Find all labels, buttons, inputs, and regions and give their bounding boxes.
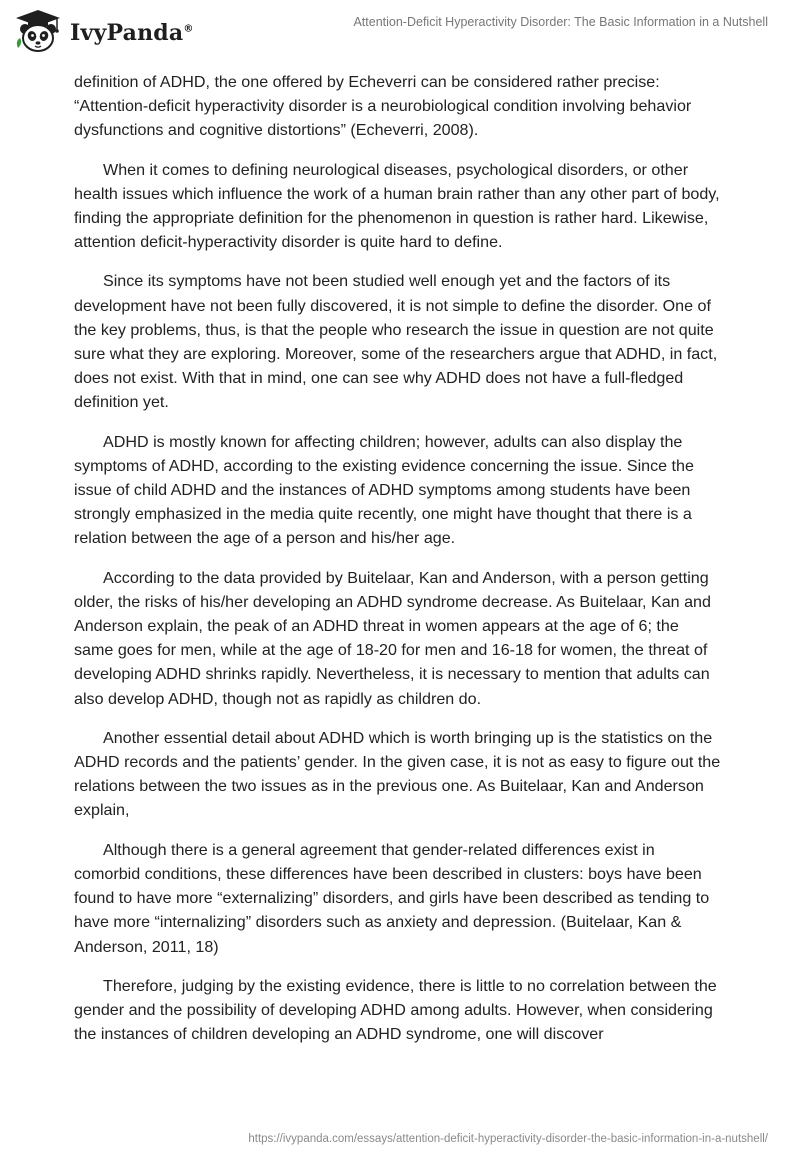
paragraph: Therefore, judging by the existing evidence, there is little to no correlation between the gender and the possibility of developing ADHD among adults. However, when considering the instances of children developing an ADHD syndrome, one will discover (74, 976, 717, 1044)
registered-mark: ® (183, 23, 194, 35)
panda-graduate-icon (12, 8, 64, 54)
paragraph: ADHD is mostly known for affecting children; however, adults can also display the symptoms of ADHD, according to the existing evidence concerning the issue. Since the issue of child ADHD and the instances of ADHD symptoms among students have been strongly emphasized in the media quite recently, one might have thought that there is a relation between the age of a person and his/her age. (74, 432, 694, 548)
source-url-link[interactable]: https://ivypanda.com/essays/attention-deficit-hyperactivity-disorder-the-basic-information-in-a-nutshell/ (248, 1133, 768, 1145)
paragraph: definition of ADHD, the one offered by Echeverri can be considered rather precise: “Attention-deficit hyperactivity disorder is a neurobiological condition involving behavior dysfunctions and cognitive distortions” (Echeverri, 2008). (74, 73, 692, 140)
block-quote: Although there is a general agreement that gender-related differences exist in comorbid conditions, these differences have been described in clusters: boys have been found to have more “externalizing” disorders, and girls have been described as tending to have more “internalizing” disorders such as anxiety and depression. (Buitelaar, Kan & Anderson, 2011, 18) (74, 840, 710, 956)
paragraph: Another essential detail about ADHD which is worth bringing up is the statistics on the ADHD records and the patients’ gender. In the given case, it is not as easy to figure out the relations between the two issues as in the previous one. As Buitelaar, Kan and Anderson explain, (74, 728, 721, 820)
document-title: Attention-Deficit Hyperactivity Disorder: The Basic Information in a Nutshell (353, 15, 768, 29)
page-header (0, 0, 800, 62)
essay-body (74, 70, 722, 1061)
paragraph: When it comes to defining neurological diseases, psychological disorders, or other health issues which influence the work of a human brain rather than any other part of body, finding the appropriate definition for the phenomenon in question is rather hard. Likewise, attention deficit-hyperactivity disorder is quite hard to define. (74, 160, 720, 252)
paragraph: According to the data provided by Buitelaar, Kan and Anderson, with a person getting older, the risks of his/her developing an ADHD syndrome decrease. As Buitelaar, Kan and Anderson explain, the peak of an ADHD threat in women appears at the age of 6; the same goes for men, while at the age of 18-20 for men and 16-18 for women, the threat of developing ADHD shrinks rapidly. Nevertheless, it is necessary to mention that adults can also develop ADHD, though not as rapidly as children do. (74, 568, 711, 708)
brand-name: IvyPanda® (70, 20, 194, 46)
ivypanda-logo[interactable] (12, 8, 194, 54)
paragraph: Since its symptoms have not been studied well enough yet and the factors of its development have not been fully discovered, it is not simple to define the disorder. One of the key problems, thus, is that the people who research the issue in question are not quite sure what they are exploring. Moreover, some of the researchers argue that ADHD, in fact, does not exist. With that in mind, one can see why ADHD does not have a full-fledged definition yet. (74, 272, 718, 412)
